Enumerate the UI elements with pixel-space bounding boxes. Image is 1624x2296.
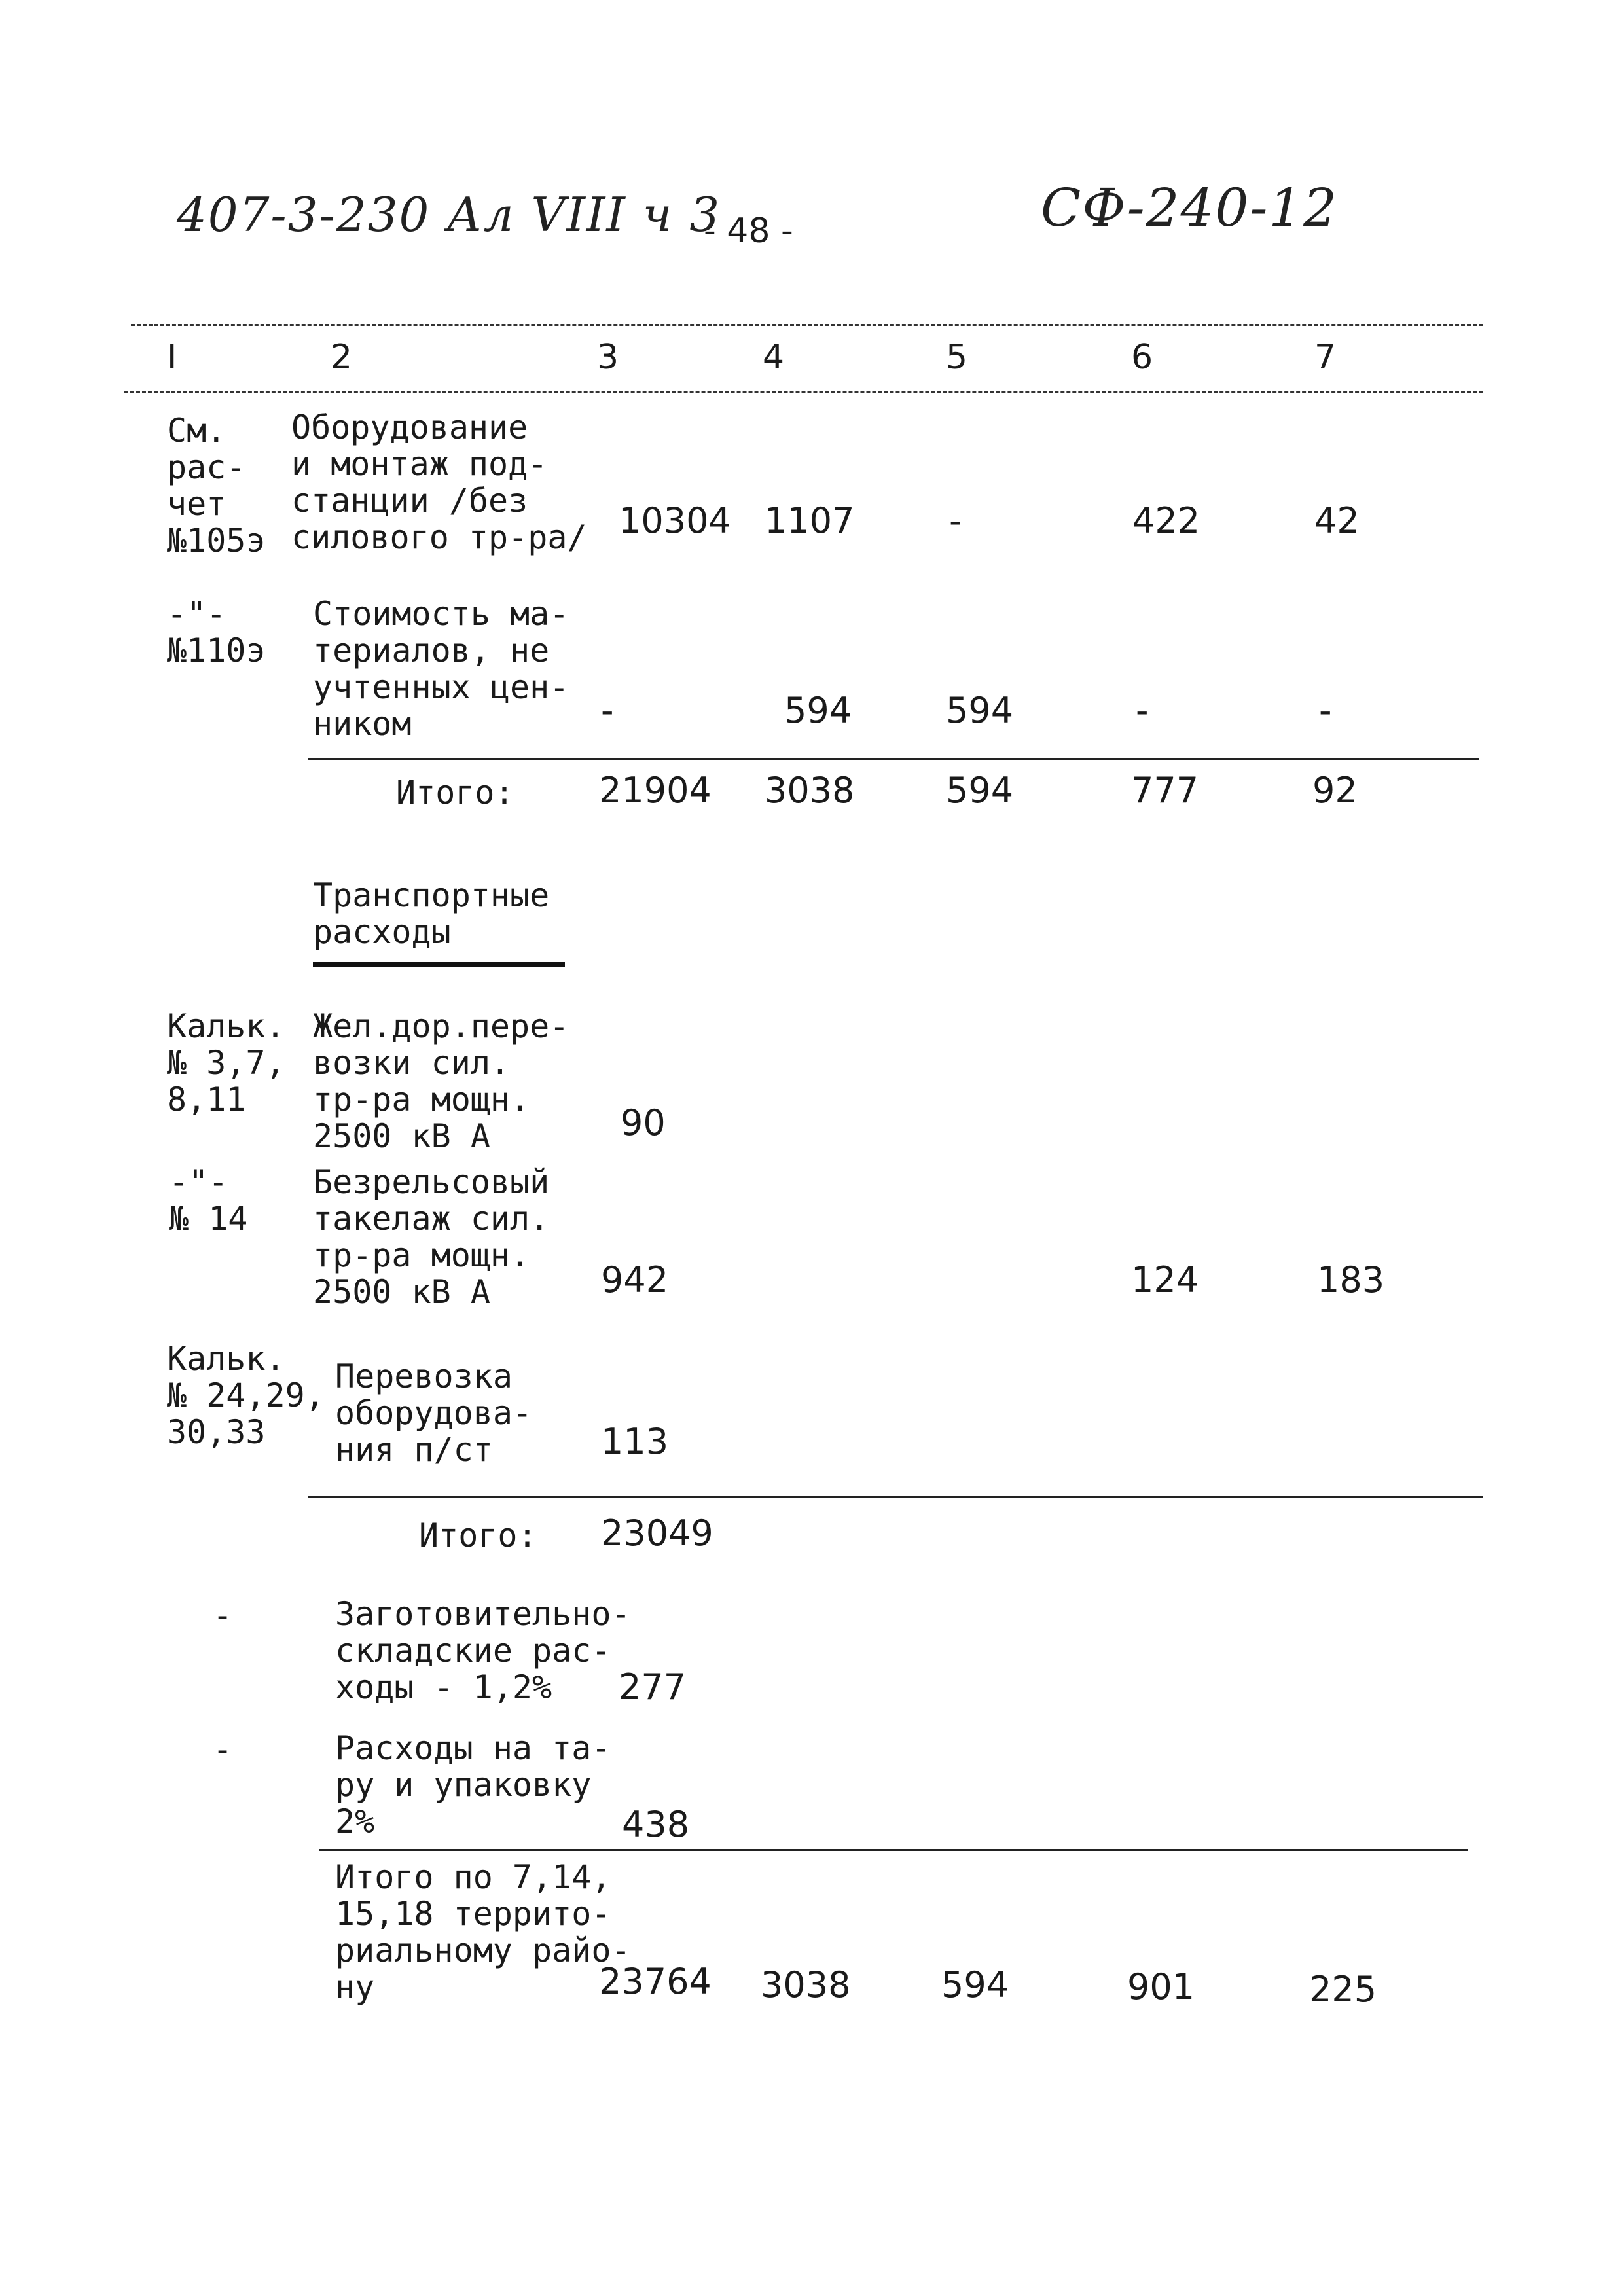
total-col6: 901 <box>1127 1966 1195 2007</box>
subtotal-rule <box>308 758 1479 760</box>
section-heading: Транспортные расходы <box>313 876 550 951</box>
row-reference: Кальк. № 24,29, 30,33 <box>167 1340 325 1451</box>
row-reference: -"- № 14 <box>169 1163 248 1238</box>
cell-col3: 438 <box>622 1804 690 1845</box>
cell-col7: 183 <box>1317 1259 1385 1300</box>
total-col4: 3038 <box>765 770 855 811</box>
table-top-rule <box>131 324 1483 326</box>
total-col5: 594 <box>941 1964 1009 2005</box>
column-header-5: 5 <box>946 338 968 377</box>
cell-col5: - <box>949 500 962 541</box>
cell-col3: 277 <box>619 1666 687 1708</box>
cell-col3: 10304 <box>619 500 731 541</box>
column-header-1: I <box>167 338 177 377</box>
column-header-3: 3 <box>597 338 619 377</box>
cell-col3: - <box>601 690 614 731</box>
cell-col6: - <box>1136 690 1149 731</box>
cell-col3: 942 <box>601 1259 669 1300</box>
page-number: - 48 - <box>704 211 793 251</box>
cell-col4: 1107 <box>765 500 855 541</box>
section-underline <box>313 962 565 967</box>
total-col3: 23764 <box>599 1961 712 2002</box>
document-code: 407-3-230 Ал VIII ч 3 <box>177 187 721 242</box>
sheet-code: СФ-240-12 <box>1041 177 1339 238</box>
cell-col4: 594 <box>784 690 852 731</box>
row-description: Заготовительно- складские рас- ходы - 1,2% <box>335 1595 631 1706</box>
row-reference: -"- №110э <box>167 595 266 670</box>
cell-col3: 113 <box>601 1421 669 1462</box>
total-col3: 21904 <box>599 770 712 811</box>
total-col6: 777 <box>1131 770 1199 811</box>
cell-col7: 42 <box>1314 500 1360 541</box>
row-dash: - <box>213 1731 233 1768</box>
cell-col5: 594 <box>946 690 1014 731</box>
cell-col6: 422 <box>1132 500 1200 541</box>
subtotal-rule <box>319 1849 1468 1851</box>
column-header-6: 6 <box>1131 338 1153 377</box>
cell-col7: - <box>1319 690 1332 731</box>
row-description: Перевозка оборудова- ния п/ст <box>335 1357 533 1469</box>
row-description: Оборудование и монтаж под- станции /без силового тр-ра/ <box>291 408 587 556</box>
row-description: Жел.дор.пере- возки сил. тр-ра мощн. 2500 кВ А <box>313 1007 569 1155</box>
total-col4: 3038 <box>761 1964 851 2005</box>
row-description: Безрельсовый такелаж сил. тр-ра мощн. 2500 кВ А <box>313 1163 550 1311</box>
column-header-7: 7 <box>1314 338 1337 377</box>
total-label: Итого по 7,14, 15,18 террито- риальному райо- ну <box>335 1858 631 2006</box>
column-header-4: 4 <box>763 338 785 377</box>
total-col7: 92 <box>1312 770 1358 811</box>
table-header-rule <box>124 391 1483 393</box>
total-col5: 594 <box>946 770 1014 811</box>
total-label: Итого: <box>396 774 514 812</box>
subtotal-rule <box>308 1496 1483 1498</box>
total-col7: 225 <box>1309 1969 1377 2010</box>
row-description: Стоимость ма- териалов, не учтенных цен- ником <box>313 595 569 743</box>
row-dash: - <box>213 1596 233 1634</box>
row-description: Расходы на та- ру и упаковку 2% <box>335 1729 611 1840</box>
column-header-2: 2 <box>331 338 353 377</box>
total-col3: 23049 <box>601 1513 713 1554</box>
total-label: Итого: <box>419 1516 537 1554</box>
row-reference: См. рас- чет №105э <box>167 412 266 560</box>
row-reference: Кальк. № 3,7, 8,11 <box>167 1007 285 1119</box>
cell-col3: 90 <box>621 1102 666 1143</box>
cell-col6: 124 <box>1131 1259 1199 1300</box>
